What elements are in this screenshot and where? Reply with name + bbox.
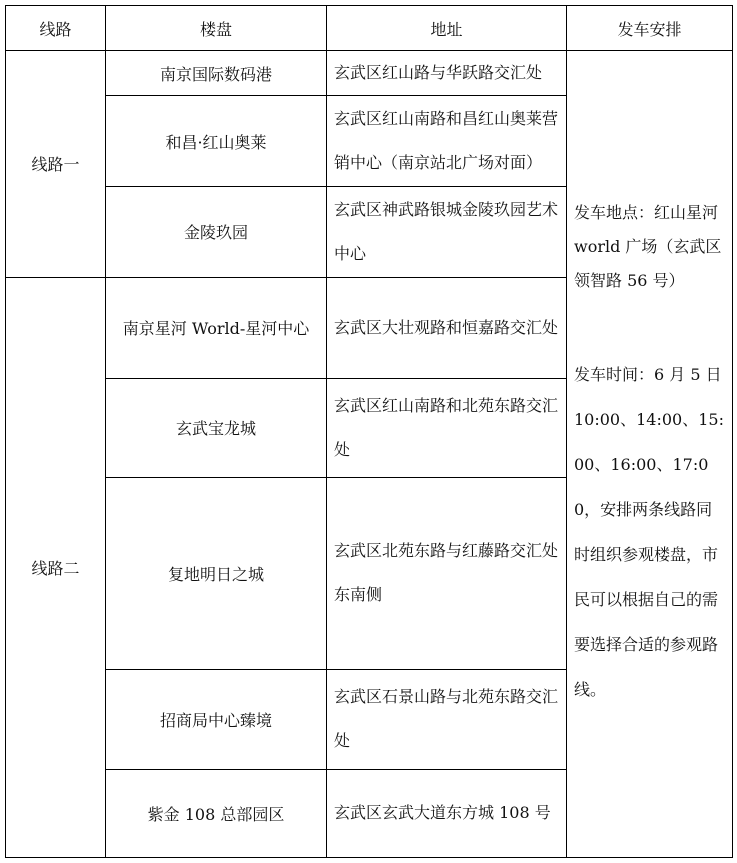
route-cell-1: 线路一 xyxy=(6,51,106,278)
header-address: 地址 xyxy=(327,6,567,51)
property-cell: 南京国际数码港 xyxy=(106,51,327,96)
tour-schedule-table xyxy=(5,5,733,858)
address-cell: 玄武区神武路银城金陵玖园艺术中心 xyxy=(327,187,567,277)
address-cell: 玄武区红山南路和北苑东路交汇处 xyxy=(327,378,567,477)
header-schedule: 发车安排 xyxy=(567,6,733,51)
header-route: 线路 xyxy=(6,6,106,51)
header-row xyxy=(6,6,733,51)
address-cell: 玄武区石景山路与北苑东路交汇处 xyxy=(327,669,567,769)
property-cell: 玄武宝龙城 xyxy=(106,378,327,477)
address-cell: 玄武区北苑东路与红藤路交汇处东南侧 xyxy=(327,478,567,669)
property-cell: 南京星河 World-星河中心 xyxy=(106,277,327,378)
address-cell: 玄武区红山路与华跃路交汇处 xyxy=(327,51,567,96)
property-cell: 复地明日之城 xyxy=(106,478,327,669)
header-property: 楼盘 xyxy=(106,6,327,51)
property-cell: 和昌·红山奥莱 xyxy=(106,96,327,187)
address-cell: 玄武区玄武大道东方城 108 号 xyxy=(327,769,567,857)
table-container xyxy=(5,5,732,858)
route-cell-2: 线路二 xyxy=(6,277,106,857)
schedule-time: 发车时间：6 月 5 日 10:00、14:00、15:00、16:00、17:00，安排两条线路同时组织参观楼盘，市民可以根据自己的需要选择合适的参观路线。 xyxy=(574,365,724,699)
address-cell: 玄武区红山南路和昌红山奥莱营销中心（南京站北广场对面） xyxy=(327,96,567,187)
address-cell: 玄武区大壮观路和恒嘉路交汇处 xyxy=(327,277,567,378)
table-row xyxy=(6,51,733,96)
property-cell: 紫金 108 总部园区 xyxy=(106,769,327,857)
schedule-cell xyxy=(567,51,733,858)
property-cell: 招商局中心臻境 xyxy=(106,669,327,769)
schedule-location: 发车地点：红山星河 world 广场（玄武区领智路 56 号） xyxy=(574,203,722,290)
property-cell: 金陵玖园 xyxy=(106,187,327,277)
